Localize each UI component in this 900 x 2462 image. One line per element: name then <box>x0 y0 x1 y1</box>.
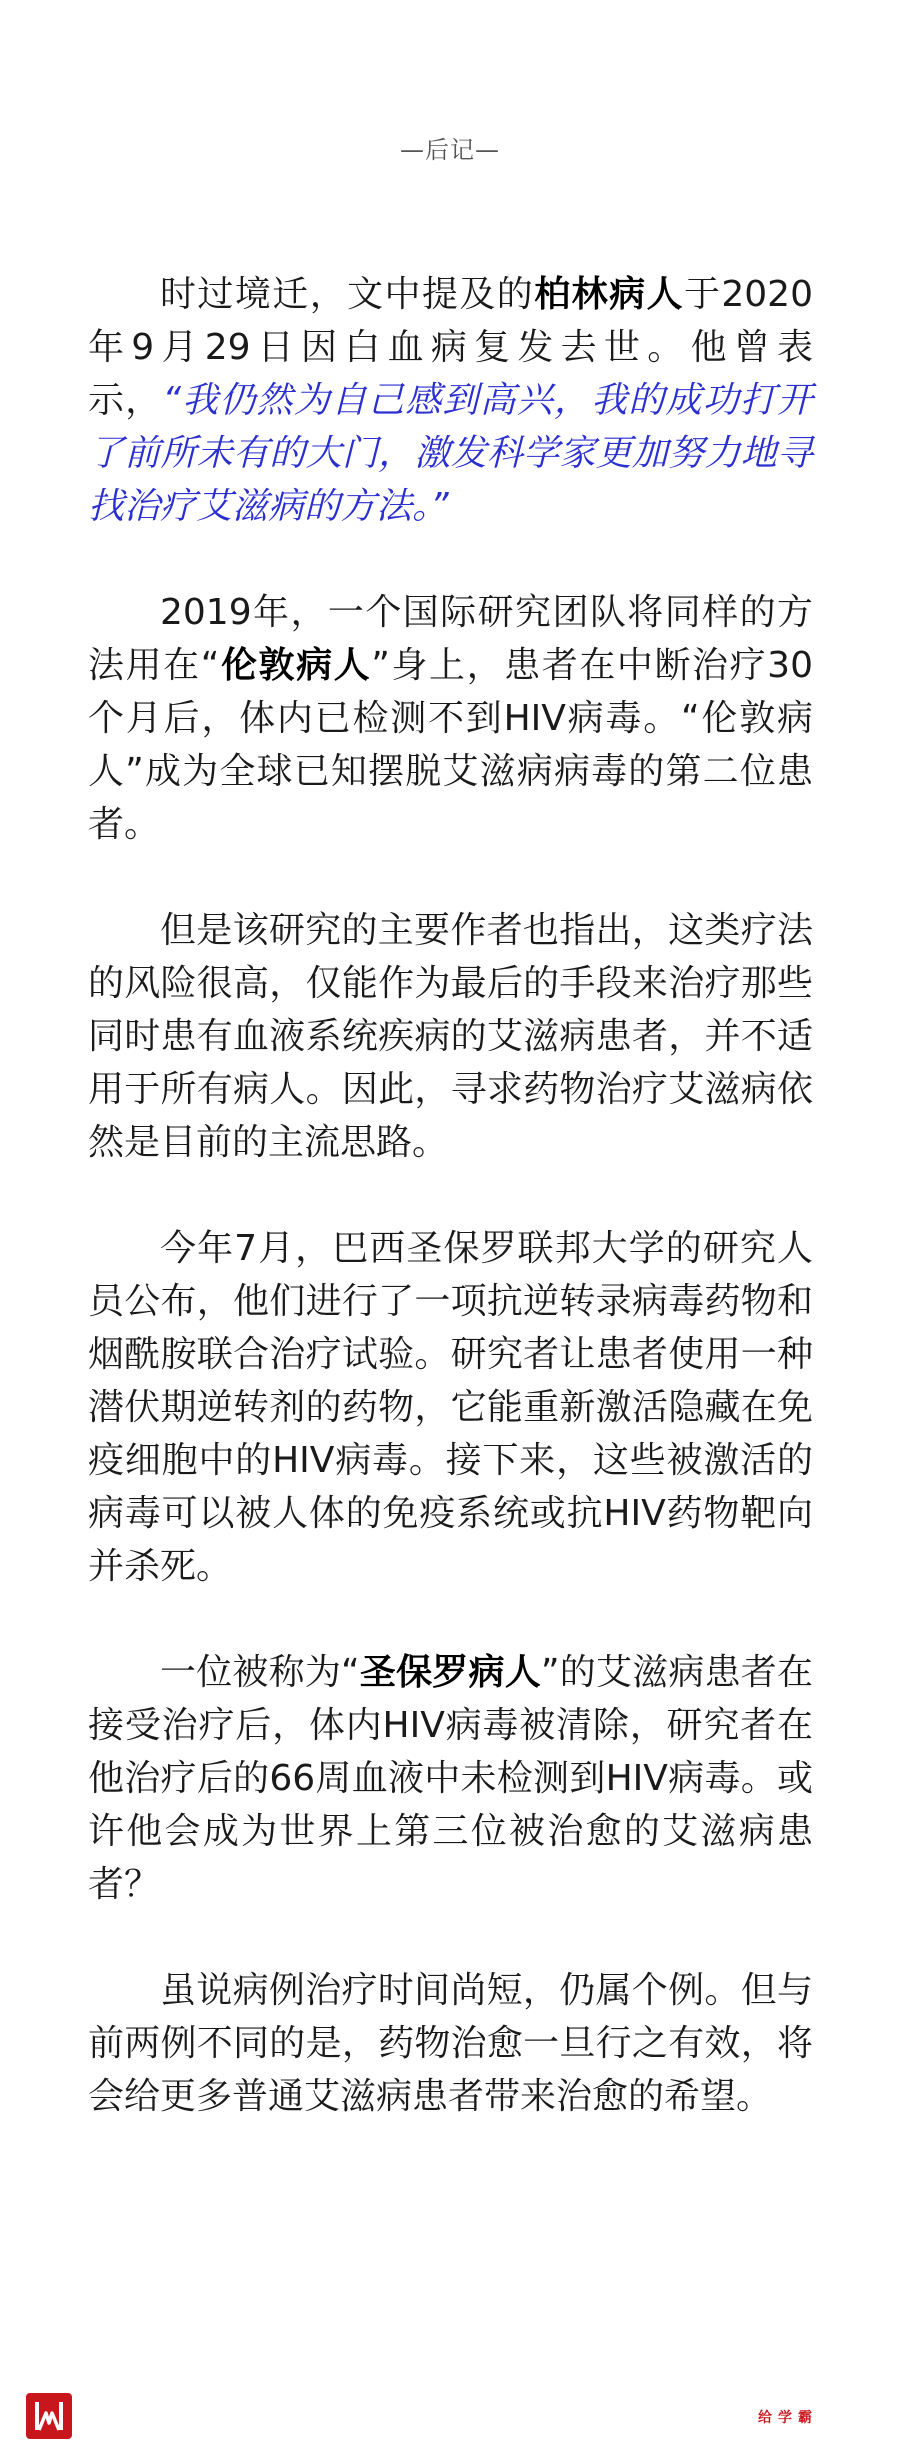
paragraph-sao-paulo-patient <box>88 1646 813 1911</box>
paragraph-london-patient <box>88 586 813 851</box>
paragraph-conclusion: 虽说病例治疗时间尚短，仍属个例。但与前两例不同的是，药物治愈一旦行之有效，将会给更多普通艾滋病患者带来治愈的希望。 <box>88 1970 813 2117</box>
section-heading: —后记— <box>400 136 500 164</box>
paragraph-text: ”的艾滋病患者在接受治疗后，体内HIV病毒被清除，研究者在他治疗后的66周血液中未检测到HIV病毒。或许他会成为世界上第三位被治愈的艾滋病患者？ <box>88 1652 813 1905</box>
paragraph-brazil-study: 今年7月，巴西圣保罗联邦大学的研究人员公布，他们进行了一项抗逆转录病毒药物和烟酰胺联合治疗试验。研究者让患者使用一种潜伏期逆转剂的药物，它能重新激活隐藏在免疫细胞中的HIV病毒。接下来，这些被激活的病毒可以被人体的免疫系统或抗HIV药物靶向并杀死。 <box>88 1228 813 1587</box>
paragraph-text: 于2020年9月29日因白血病复发去世。他曾表示， <box>88 274 813 421</box>
bold-term-london-patient: 伦敦病人 <box>219 645 372 686</box>
bold-term-sao-paulo-patient: 圣保罗病人 <box>359 1652 541 1693</box>
paragraph-text: 2019年，一个国际研究团队将同样的方法用在“ <box>88 592 813 686</box>
paragraph-text: 时过境迁，文中提及的 <box>160 274 535 315</box>
paragraph-text: 一位被称为“ <box>160 1652 360 1693</box>
paragraph-text: ”身上，患者在中断治疗30个月后，体内已检测不到HIV病毒。“伦敦病人”成为全球已知摆脱艾滋病病毒的第二位患者。 <box>88 645 813 845</box>
paragraph-risk: 但是该研究的主要作者也指出，这类疗法的风险很高，仅能作为最后的手段来治疗那些同时患有血液系统疾病的艾滋病患者，并不适用于所有病人。因此，寻求药物治疗艾滋病依然是目前的主流思路。 <box>88 910 813 1163</box>
brand-name: 给学霸 <box>758 2410 818 2426</box>
article-body <box>88 268 813 2176</box>
logo-icon <box>26 2393 72 2439</box>
paragraph-berlin-patient <box>88 268 813 533</box>
bold-term-berlin-patient: 柏林病人 <box>534 274 684 315</box>
quote-text: “我仍然为自己感到高兴，我的成功打开了前所未有的大门，激发科学家更加努力地寻找治疗艾滋病的方法。” <box>88 380 813 527</box>
